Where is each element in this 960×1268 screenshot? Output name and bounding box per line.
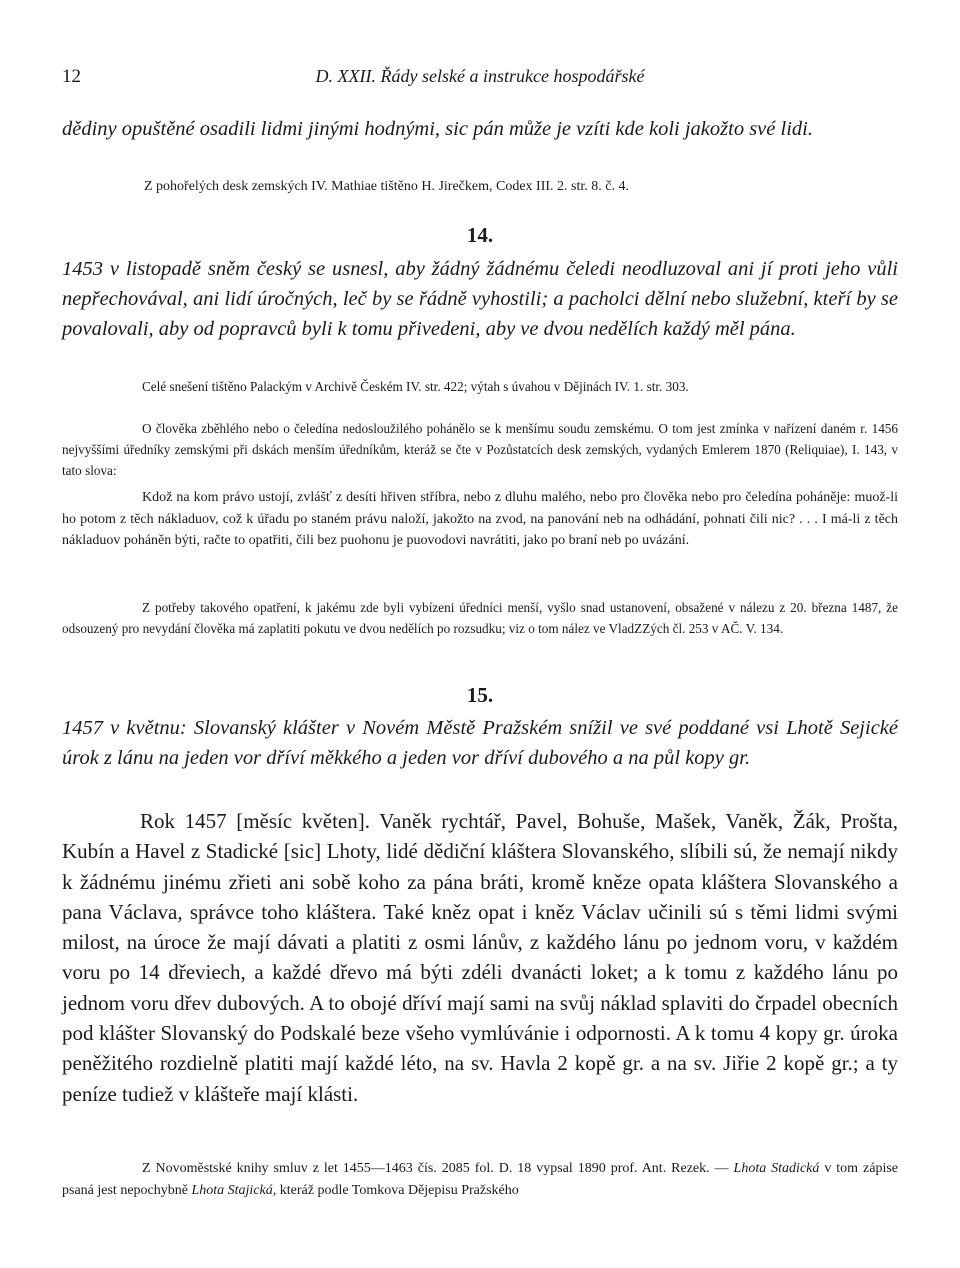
previous-document-ending: dědiny opuštěné osadili lidmi jinými hodnými, sic pán může je vzíti kde koli jakožto své lidi. — [62, 118, 813, 140]
document-14-note-edition: Celé snešení tištěno Palackým v Archivě Českém IV. str. 422; výtah s úvahou v Dějinách IV. 1. str. 303. — [142, 379, 689, 394]
source-text-middle: v tom zápise psaná jest nepochybně — [62, 1161, 898, 1198]
source-text-start: Z Novoměstské knihy smluv z let 1455—1463 čís. 2085 fol. D. 18 vypsal 1890 prof. Ant. Rezek. — — [142, 1161, 729, 1176]
document-14-note-court: O člověka zběhlého nebo o čeledína nedosloužilého pohánělo se k menšímu soudu zemskému. O tom jest zmínka v nařízení daném r. 1456 nejvyššími úředníky zemskými při dskách menším úředníkům, kteráž se čte v Pozůstatcích desk zemských, vydaných Emlerem 1870 (Reliquiae), I. 143, v tato slova: — [62, 421, 898, 478]
document-15-heading: 1457 v květnu: Slovanský klášter v Novém Městě Pražském snížil ve své poddané vsi Lhotě Sejické úrok z lánu na jeden vor dříví měkkého a jeden vor dříví dubového a na půl kopy gr. — [62, 717, 898, 769]
running-head — [62, 66, 898, 96]
running-title: D. XXII. Řády selské a instrukce hospodářské — [315, 66, 645, 86]
document-14-note-finding: Z potřeby takového opatření, k jakému zde byli vybízeni úředníci menší, vyšlo snad ustanovení, obsažené v nálezu z 20. března 1487, že odsouzený pro nevydání člověka má zaplatiti pokutu ve dvou nedělích po rozsudku; viz o tom nález ve VladZZých čl. 253 v AČ. V. 134. — [62, 600, 898, 636]
place-name-lhota-stajicka: Lhota Stajická, — [191, 1183, 277, 1198]
place-name-lhota-stadicka: Lhota Stadická — [733, 1161, 820, 1176]
source-text-end: kteráž podle Tomkova Dějepisu Pražského — [279, 1183, 519, 1198]
document-15-source — [62, 1158, 898, 1202]
document-14-heading: 1453 v listopadě sněm český se usnesl, aby žádný žádnému čeledi neodluzoval ani jí proti jeho vůli nepřechovával, ani lidí úročných, leč by se řádně vyhostili; a pacholci dělní nebo služební, kteří by se povalovali, aby od popravců byli k tomu přivedeni, aby ve dvou nedělích každý měl pána. — [62, 258, 898, 340]
document-15-body: Rok 1457 [měsíc květen]. Vaněk rychtář, Pavel, Bohuše, Mašek, Vaněk, Žák, Prošta, Kubín a Havel z Stadické [sic] Lhoty, lidé dědiční kláštera Slovanského, slíbili sú, že nemají nikdy k žádnému jinému zřieti ani sobě koho za pána bráti, kromě kněze opata kláštera Slovanského a pana Václava, správce toho kláštera. Také kněz opat i kněz Václav učinili sú s těmi lidmi svými milost, na úroce že mají dávati a platiti z osmi lánův, z každého lánu po jednom voru, v každém voru po 14 dřeviech, a každé dřevo má býti zdéli dvanácti loket; a k tomu z každého lánu po jednom voru dřev dubových. A to obojé dříví mají sami na svůj náklad splaviti do črpadel obecních pod klášter Slovanský do Podskalé beze všeho vymlúvánie i odpornosti. A k tomu 4 kopy gr. úroka peněžitého rozdielně platiti mají každé léto, na sv. Havla 2 kopě gr. a na sv. Jiřie 2 kopě gr.; a ty peníze tudiež v klášteře mají klásti. — [62, 809, 898, 1106]
page-number: 12 — [62, 66, 81, 87]
previous-document-source: Z pohořelých desk zemských IV. Mathiae tištěno H. Jirečkem, Codex III. 2. str. 8. č. 4. — [144, 179, 629, 194]
document-14-quotation: Kdož na kom právo ustojí, zvlášť z desíti hřiven stříbra, nebo z dluhu malého, nebo pro člověka nebo pro čeledína poháněje: muož-li ho potom z těch nákladuov, což k úřadu po staném právu naloží, jakožto na zvod, na panování neb na odhádání, pohnati čili nic? . . . I má-li z těch nákladuov poháněn býti, račte to opatřiti, čili bez puohonu je puovodovi navrátiti, jako po braní neb po uvázání. — [62, 490, 898, 548]
document-number-14: 14. — [466, 223, 494, 247]
document-number-15: 15. — [466, 683, 494, 707]
